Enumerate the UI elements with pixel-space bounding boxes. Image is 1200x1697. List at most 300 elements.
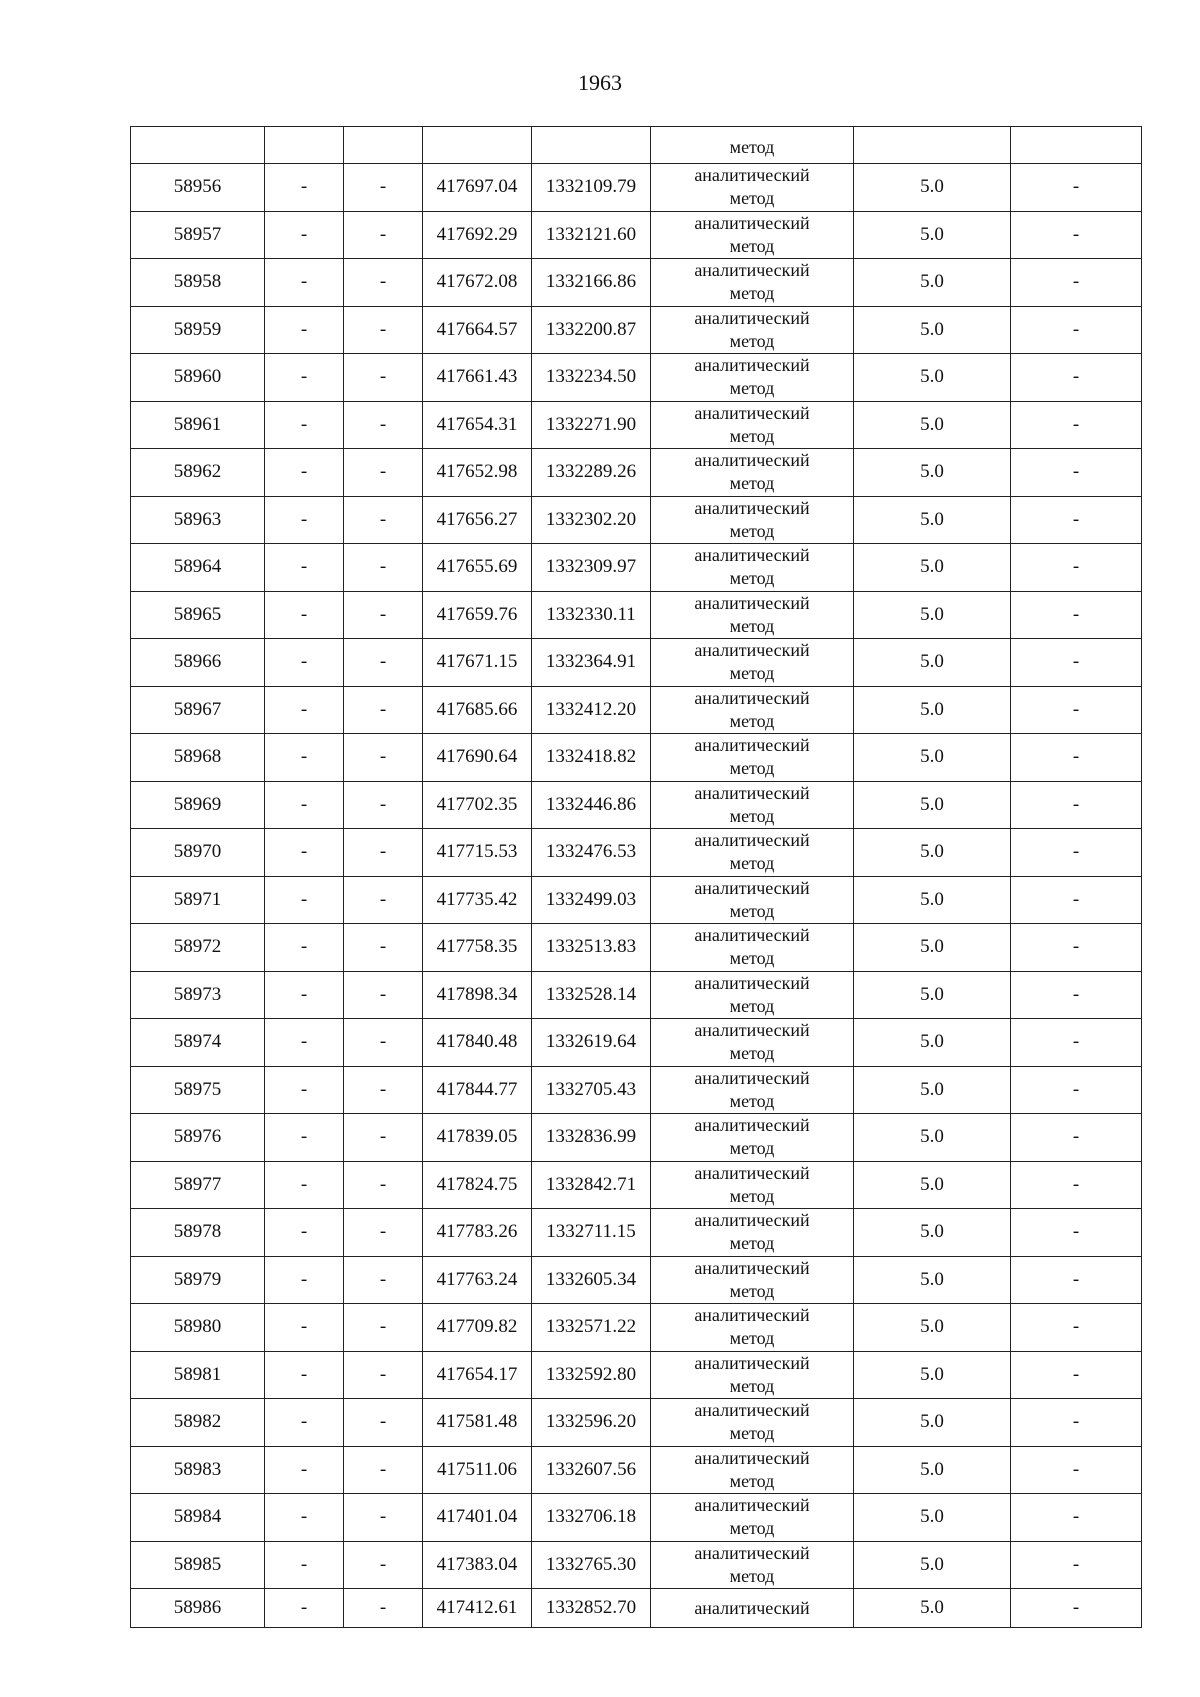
cell-id: 58961 [131, 401, 265, 449]
cell-y: 1332289.26 [532, 449, 651, 497]
cell-col2: - [265, 544, 344, 592]
cell-col3: - [344, 686, 423, 734]
table-row [131, 354, 1142, 402]
cell-x: 417702.35 [423, 781, 532, 829]
cell-id: 58976 [131, 1114, 265, 1162]
method-line-1: аналитический [694, 1162, 810, 1183]
table-row [131, 259, 1142, 307]
cell-col2: - [265, 1351, 344, 1399]
cell-col8: - [1011, 1114, 1142, 1162]
cell-col2 [265, 127, 344, 164]
table-row [131, 734, 1142, 782]
cell-y: 1332200.87 [532, 306, 651, 354]
cell-y: 1332706.18 [532, 1494, 651, 1542]
cell-col3: - [344, 1589, 423, 1628]
method-line-2: метод [729, 900, 775, 921]
cell-x: 417672.08 [423, 259, 532, 307]
cell-method [651, 1399, 854, 1447]
cell-id: 58981 [131, 1351, 265, 1399]
cell-col2: - [265, 1019, 344, 1067]
cell-method [651, 924, 854, 972]
method-line-2: метод [729, 568, 775, 589]
table-row [131, 1446, 1142, 1494]
cell-y: 1332528.14 [532, 971, 651, 1019]
cell-accuracy: 5.0 [854, 781, 1011, 829]
cell-col8: - [1011, 924, 1142, 972]
cell-y: 1332499.03 [532, 876, 651, 924]
cell-col3: - [344, 1446, 423, 1494]
method-line-2: метод [729, 1423, 775, 1444]
cell-accuracy: 5.0 [854, 496, 1011, 544]
method-line-1: аналитический [694, 1597, 810, 1618]
table-row [131, 164, 1142, 212]
cell-accuracy: 5.0 [854, 686, 1011, 734]
cell-y: 1332418.82 [532, 734, 651, 782]
cell-col8: - [1011, 876, 1142, 924]
cell-col8: - [1011, 449, 1142, 497]
cell-col3: - [344, 401, 423, 449]
cell-x: 417511.06 [423, 1446, 532, 1494]
cell-col8: - [1011, 1304, 1142, 1352]
cell-col2: - [265, 1304, 344, 1352]
method-line-1: аналитический [694, 1210, 810, 1231]
cell-col8 [1011, 127, 1142, 164]
cell-x: 417656.27 [423, 496, 532, 544]
cell-x: 417692.29 [423, 211, 532, 259]
cell-col3: - [344, 1541, 423, 1589]
method-line-1: аналитический [694, 1400, 810, 1421]
cell-col2: - [265, 306, 344, 354]
cell-y: 1332166.86 [532, 259, 651, 307]
cell-id: 58969 [131, 781, 265, 829]
cell-x: 417412.61 [423, 1589, 532, 1628]
cell-id: 58960 [131, 354, 265, 402]
cell-x: 417655.69 [423, 544, 532, 592]
table-row [131, 401, 1142, 449]
cell-col2: - [265, 259, 344, 307]
cell-col3: - [344, 164, 423, 212]
cell-x: 417735.42 [423, 876, 532, 924]
cell-id: 58980 [131, 1304, 265, 1352]
method-line-1: аналитический [694, 402, 810, 423]
page-number: 1963 [578, 70, 622, 95]
cell-col8: - [1011, 259, 1142, 307]
cell-col8: - [1011, 829, 1142, 877]
cell-method [651, 164, 854, 212]
cell-method [651, 306, 854, 354]
method-line-2: метод [729, 948, 775, 969]
method-line-1: аналитический [694, 1115, 810, 1136]
cell-x: 417652.98 [423, 449, 532, 497]
cell-col3: - [344, 1351, 423, 1399]
cell-method [651, 259, 854, 307]
cell-x: 417654.17 [423, 1351, 532, 1399]
table-row [131, 1161, 1142, 1209]
method-line-1: аналитический [694, 545, 810, 566]
method-line-1: аналитический [694, 355, 810, 376]
table-body [131, 127, 1142, 1628]
cell-y: 1332605.34 [532, 1256, 651, 1304]
table-row [131, 781, 1142, 829]
cell-x: 417758.35 [423, 924, 532, 972]
cell-method [651, 401, 854, 449]
cell-method [651, 127, 854, 164]
cell-accuracy: 5.0 [854, 544, 1011, 592]
cell-id: 58965 [131, 591, 265, 639]
cell-id: 58964 [131, 544, 265, 592]
table-row [131, 1019, 1142, 1067]
cell-x: 417661.43 [423, 354, 532, 402]
cell-accuracy: 5.0 [854, 829, 1011, 877]
cell-accuracy: 5.0 [854, 401, 1011, 449]
cell-y: 1332513.83 [532, 924, 651, 972]
cell-id: 58956 [131, 164, 265, 212]
cell-id: 58966 [131, 639, 265, 687]
cell-method [651, 211, 854, 259]
continuation-row [131, 127, 1142, 164]
cell-col3: - [344, 306, 423, 354]
cell-accuracy: 5.0 [854, 639, 1011, 687]
cell-id: 58977 [131, 1161, 265, 1209]
method-line-1: аналитический [694, 735, 810, 756]
method-line-1: аналитический [694, 1447, 810, 1468]
cell-col2: - [265, 781, 344, 829]
method-line-1: аналитический [694, 1495, 810, 1516]
table-row [131, 1589, 1142, 1628]
cell-method [651, 1019, 854, 1067]
cell-col2: - [265, 876, 344, 924]
method-line-1: аналитический [694, 972, 810, 993]
cell-accuracy: 5.0 [854, 1304, 1011, 1352]
cell-id: 58970 [131, 829, 265, 877]
cell-accuracy: 5.0 [854, 1114, 1011, 1162]
cell-accuracy: 5.0 [854, 164, 1011, 212]
cell-method [651, 639, 854, 687]
cell-col3: - [344, 924, 423, 972]
method-line-2: метод [729, 853, 775, 874]
cell-method [651, 1256, 854, 1304]
cell-accuracy: 5.0 [854, 354, 1011, 402]
cell-col2: - [265, 1256, 344, 1304]
method-line-1: аналитический [694, 687, 810, 708]
cell-accuracy: 5.0 [854, 924, 1011, 972]
cell-id: 58974 [131, 1019, 265, 1067]
cell-method [651, 1161, 854, 1209]
cell-col2: - [265, 1114, 344, 1162]
method-line-2: метод [729, 520, 775, 541]
cell-x: 417839.05 [423, 1114, 532, 1162]
cell-col8: - [1011, 591, 1142, 639]
method-continuation: метод [729, 137, 775, 157]
cell-x: 417783.26 [423, 1209, 532, 1257]
cell-y: 1332607.56 [532, 1446, 651, 1494]
cell-accuracy: 5.0 [854, 259, 1011, 307]
cell-x: 417715.53 [423, 829, 532, 877]
cell-col8: - [1011, 1446, 1142, 1494]
method-line-2: метод [729, 1565, 775, 1586]
cell-accuracy: 5.0 [854, 1256, 1011, 1304]
table-row [131, 1209, 1142, 1257]
cell-y: 1332234.50 [532, 354, 651, 402]
cell-col8: - [1011, 1351, 1142, 1399]
cell-y: 1332765.30 [532, 1541, 651, 1589]
cell-col3: - [344, 829, 423, 877]
cell-col8: - [1011, 1161, 1142, 1209]
cell-col2: - [265, 1209, 344, 1257]
cell-col3: - [344, 1066, 423, 1114]
cell-y: 1332302.20 [532, 496, 651, 544]
table-row [131, 306, 1142, 354]
cell-accuracy: 5.0 [854, 449, 1011, 497]
table-row [131, 591, 1142, 639]
method-line-1: аналитический [694, 260, 810, 281]
method-line-1: аналитический [694, 1542, 810, 1563]
method-line-1: аналитический [694, 782, 810, 803]
cell-y [532, 127, 651, 164]
method-line-2: метод [729, 710, 775, 731]
cell-col8: - [1011, 544, 1142, 592]
cell-x [423, 127, 532, 164]
cell-y: 1332330.11 [532, 591, 651, 639]
cell-accuracy: 5.0 [854, 591, 1011, 639]
cell-id: 58963 [131, 496, 265, 544]
cell-id: 58982 [131, 1399, 265, 1447]
table-row [131, 686, 1142, 734]
cell-accuracy: 5.0 [854, 1066, 1011, 1114]
cell-col3: - [344, 1256, 423, 1304]
table-row [131, 1114, 1142, 1162]
cell-accuracy [854, 127, 1011, 164]
cell-col2: - [265, 924, 344, 972]
method-line-1: аналитический [694, 307, 810, 328]
table-row [131, 924, 1142, 972]
cell-col8: - [1011, 1494, 1142, 1542]
cell-col3: - [344, 259, 423, 307]
cell-accuracy: 5.0 [854, 211, 1011, 259]
method-line-2: метод [729, 473, 775, 494]
cell-y: 1332446.86 [532, 781, 651, 829]
cell-col8: - [1011, 1541, 1142, 1589]
cell-id: 58959 [131, 306, 265, 354]
coordinates-table [130, 126, 1142, 1628]
table-row [131, 544, 1142, 592]
cell-x: 417383.04 [423, 1541, 532, 1589]
cell-col8: - [1011, 734, 1142, 782]
cell-col8: - [1011, 1066, 1142, 1114]
cell-method [651, 496, 854, 544]
cell-col3: - [344, 1019, 423, 1067]
method-line-1: аналитический [694, 450, 810, 471]
cell-y: 1332711.15 [532, 1209, 651, 1257]
method-line-1: аналитический [694, 1305, 810, 1326]
cell-x: 417401.04 [423, 1494, 532, 1542]
cell-col8: - [1011, 639, 1142, 687]
cell-id: 58971 [131, 876, 265, 924]
cell-method [651, 1446, 854, 1494]
method-line-2: метод [729, 1375, 775, 1396]
cell-method [651, 686, 854, 734]
cell-accuracy: 5.0 [854, 1541, 1011, 1589]
method-line-2: метод [729, 235, 775, 256]
method-line-1: аналитический [694, 1020, 810, 1041]
cell-col2: - [265, 211, 344, 259]
cell-x: 417697.04 [423, 164, 532, 212]
table-row [131, 639, 1142, 687]
cell-method [651, 1494, 854, 1542]
cell-col8: - [1011, 496, 1142, 544]
cell-col2: - [265, 1399, 344, 1447]
method-line-1: аналитический [694, 212, 810, 233]
cell-col8: - [1011, 1256, 1142, 1304]
cell-id: 58968 [131, 734, 265, 782]
cell-col2: - [265, 1589, 344, 1628]
cell-col2: - [265, 449, 344, 497]
table-row [131, 1399, 1142, 1447]
cell-method [651, 1589, 854, 1628]
cell-col3: - [344, 1114, 423, 1162]
method-line-1: аналитический [694, 165, 810, 186]
cell-method [651, 1209, 854, 1257]
cell-y: 1332109.79 [532, 164, 651, 212]
cell-id: 58986 [131, 1589, 265, 1628]
method-line-1: аналитический [694, 925, 810, 946]
cell-y: 1332121.60 [532, 211, 651, 259]
cell-col3 [344, 127, 423, 164]
cell-accuracy: 5.0 [854, 1209, 1011, 1257]
cell-x: 417654.31 [423, 401, 532, 449]
cell-col3: - [344, 1209, 423, 1257]
cell-id: 58975 [131, 1066, 265, 1114]
cell-method [651, 781, 854, 829]
cell-col3: - [344, 734, 423, 782]
cell-x: 417763.24 [423, 1256, 532, 1304]
cell-method [651, 544, 854, 592]
table-row [131, 1256, 1142, 1304]
method-line-2: метод [729, 188, 775, 209]
table-row [131, 1541, 1142, 1589]
table-row [131, 829, 1142, 877]
cell-x: 417685.66 [423, 686, 532, 734]
method-line-2: метод [729, 758, 775, 779]
method-line-1: аналитический [694, 1257, 810, 1278]
table-row [131, 1304, 1142, 1352]
cell-col2: - [265, 591, 344, 639]
cell-col8: - [1011, 164, 1142, 212]
cell-method [651, 734, 854, 782]
method-line-2: метод [729, 1470, 775, 1491]
method-line-2: метод [729, 1043, 775, 1064]
cell-col3: - [344, 639, 423, 687]
table-row [131, 496, 1142, 544]
cell-x: 417664.57 [423, 306, 532, 354]
cell-accuracy: 5.0 [854, 1446, 1011, 1494]
method-line-2: метод [729, 1328, 775, 1349]
cell-x: 417898.34 [423, 971, 532, 1019]
table-row [131, 876, 1142, 924]
cell-col2: - [265, 734, 344, 782]
cell-id: 58967 [131, 686, 265, 734]
cell-y: 1332412.20 [532, 686, 651, 734]
cell-col8: - [1011, 1399, 1142, 1447]
cell-col8: - [1011, 971, 1142, 1019]
cell-col3: - [344, 211, 423, 259]
table-row [131, 971, 1142, 1019]
table-row [131, 211, 1142, 259]
cell-col3: - [344, 1399, 423, 1447]
cell-y: 1332705.43 [532, 1066, 651, 1114]
method-line-2: метод [729, 805, 775, 826]
method-line-2: метод [729, 1138, 775, 1159]
cell-y: 1332476.53 [532, 829, 651, 877]
cell-accuracy: 5.0 [854, 876, 1011, 924]
cell-col8: - [1011, 1209, 1142, 1257]
method-line-2: метод [729, 615, 775, 636]
cell-col3: - [344, 1161, 423, 1209]
cell-y: 1332842.71 [532, 1161, 651, 1209]
method-line-2: метод [729, 663, 775, 684]
method-line-2: метод [729, 1280, 775, 1301]
method-line-2: метод [729, 1518, 775, 1539]
cell-col2: - [265, 401, 344, 449]
cell-y: 1332592.80 [532, 1351, 651, 1399]
cell-x: 417659.76 [423, 591, 532, 639]
cell-col2: - [265, 164, 344, 212]
cell-y: 1332596.20 [532, 1399, 651, 1447]
cell-method [651, 829, 854, 877]
cell-col8: - [1011, 401, 1142, 449]
method-line-1: аналитический [694, 592, 810, 613]
cell-col3: - [344, 354, 423, 402]
cell-id [131, 127, 265, 164]
method-line-1: аналитический [694, 640, 810, 661]
cell-method [651, 876, 854, 924]
cell-col2: - [265, 971, 344, 1019]
cell-y: 1332619.64 [532, 1019, 651, 1067]
cell-col8: - [1011, 1589, 1142, 1628]
method-line-2: метод [729, 283, 775, 304]
cell-method [651, 1541, 854, 1589]
method-line-1: аналитический [694, 830, 810, 851]
cell-col3: - [344, 496, 423, 544]
cell-method [651, 971, 854, 1019]
cell-method [651, 1066, 854, 1114]
cell-y: 1332309.97 [532, 544, 651, 592]
cell-accuracy: 5.0 [854, 306, 1011, 354]
cell-accuracy: 5.0 [854, 971, 1011, 1019]
cell-id: 58985 [131, 1541, 265, 1589]
table-row [131, 1351, 1142, 1399]
cell-col2: - [265, 639, 344, 687]
cell-id: 58957 [131, 211, 265, 259]
cell-method [651, 1304, 854, 1352]
method-line-2: метод [729, 378, 775, 399]
cell-col8: - [1011, 686, 1142, 734]
cell-method [651, 1114, 854, 1162]
method-line-1: аналитический [694, 1352, 810, 1373]
cell-method [651, 449, 854, 497]
method-line-2: метод [729, 1233, 775, 1254]
cell-col3: - [344, 781, 423, 829]
cell-x: 417840.48 [423, 1019, 532, 1067]
cell-col2: - [265, 1066, 344, 1114]
cell-id: 58972 [131, 924, 265, 972]
cell-method [651, 354, 854, 402]
method-line-1: аналитический [694, 1067, 810, 1088]
method-line-2: метод [729, 1185, 775, 1206]
cell-col2: - [265, 686, 344, 734]
cell-col8: - [1011, 354, 1142, 402]
cell-col2: - [265, 1446, 344, 1494]
